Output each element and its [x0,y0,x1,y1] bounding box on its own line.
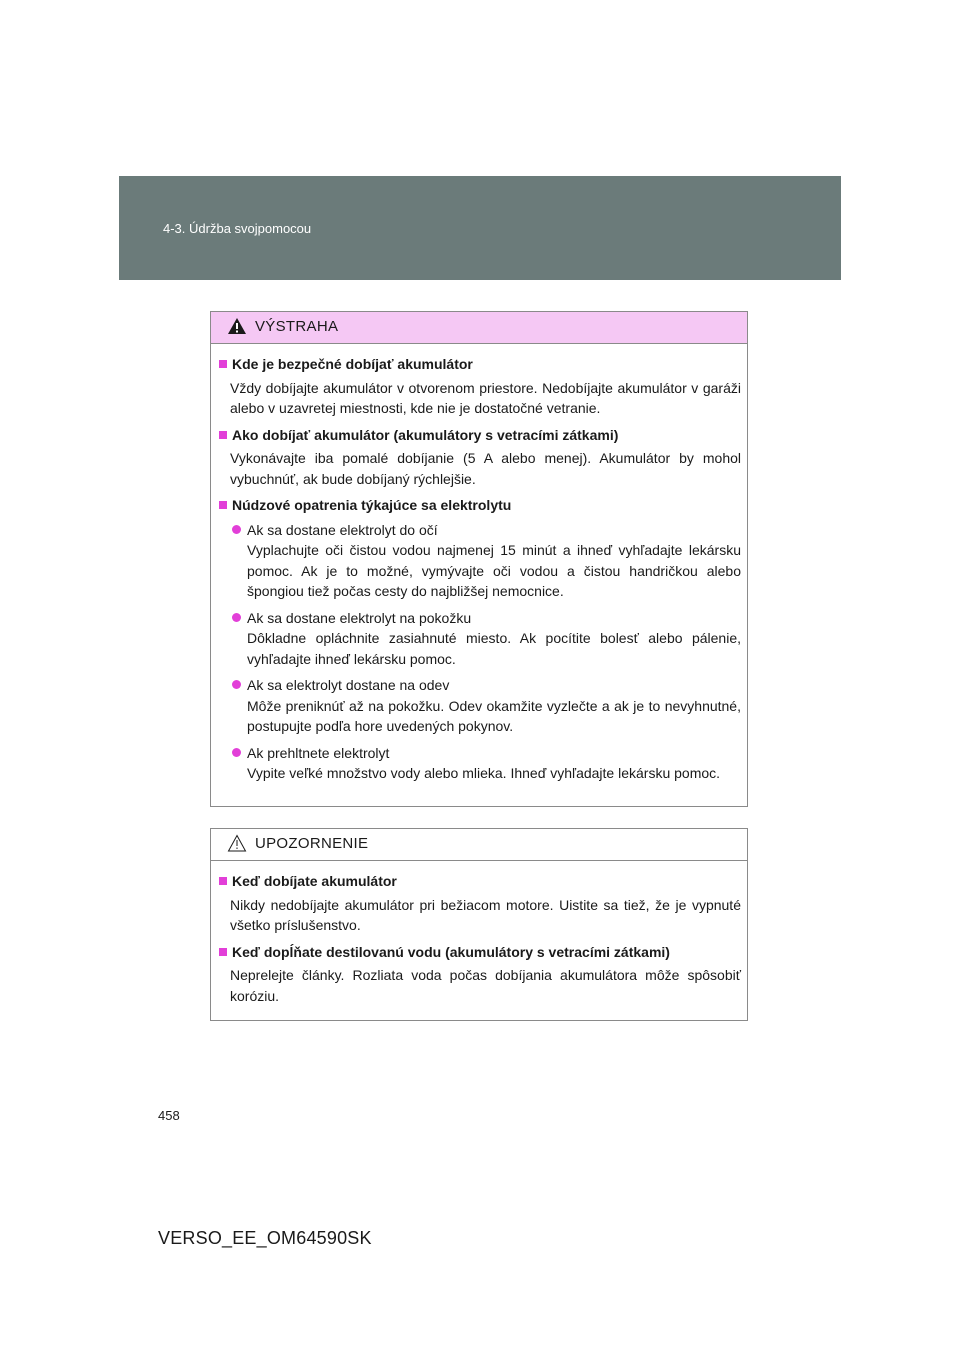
page-number: 458 [158,1108,180,1123]
list-item-text: Vypite veľké množstvo vody alebo mlieka. Ihneď vyhľadajte lekársku pomoc. [247,765,721,781]
circle-bullet-icon [232,525,241,534]
caution-body [211,861,747,1006]
square-bullet-icon [219,431,227,439]
warning-heading: Ako dobíjať akumulátor (akumulátory s vetracími zátkami) [217,425,741,446]
caution-heading: Keď dobíjate akumulátor [217,871,741,892]
warning-header [211,312,747,344]
caution-paragraph: Neprelejte články. Rozliata voda počas dobíjania akumulátora môže spôsobiť koróziu. [230,967,741,1004]
list-item-text: Vyplachujte oči čistou vodou najmenej 15 minút a ihneď vyhľadajte lekársku pomoc. Ak je to možné, vymývajte oči vodou a čistou handričkou alebo špongiou tiež počas cesty do najbližšej nemocnice. [247,542,741,599]
caution-box [210,828,748,1021]
list-item-text: Môže preniknúť až na pokožku. Odev okamžite vyzlečte a ak je to nevyhnutné, postupujte podľa hore uvedených pokynov. [247,697,741,734]
circle-bullet-icon [232,748,241,757]
warning-title: VÝSTRAHA [255,318,339,335]
caution-heading: Keď dopĺňate destilovanú vodu (akumulátory s vetracími zátkami) [217,942,741,963]
caution-triangle-icon [227,834,247,852]
warning-body [211,344,747,784]
square-bullet-icon [219,877,227,885]
square-bullet-icon [219,360,227,368]
caution-header [211,829,747,861]
square-bullet-icon [219,501,227,509]
warning-paragraph: Vykonávajte iba pomalé dobíjanie (5 A alebo menej). Akumulátor by mohol vybuchnúť, ak bude dobíjaný rýchlejšie. [230,450,741,487]
list-item-title: Ak sa dostane elektrolyt na pokožku [247,609,472,626]
list-item [230,608,741,670]
warning-heading: Kde je bezpečné dobíjať akumulátor [217,354,741,375]
list-item-title: Ak sa elektrolyt dostane na odev [247,677,450,693]
caution-paragraph: Nikdy nedobíjajte akumulátor pri bežiacom motore. Uistite sa tiež, že je vypnuté všetko príslušenstvo. [230,896,741,933]
circle-bullet-icon [232,613,241,622]
warning-box [210,311,748,807]
list-item-title: Ak prehltnete elektrolyt [247,744,390,761]
document-code: VERSO_EE_OM64590SK [158,1228,372,1248]
list-item [230,520,741,602]
warning-paragraph: Vždy dobíjajte akumulátor v otvorenom priestore. Nedobíjajte akumulátor v garáži alebo v uzavretej miestnosti, kde nie je dostatočné vetranie. [230,379,741,416]
warning-triangle-icon [227,317,247,335]
list-item-title: Ak sa dostane elektrolyt do očí [247,521,438,538]
warning-heading: Núdzové opatrenia týkajúce sa elektrolytu [217,495,741,516]
caution-title: UPOZORNENIE [255,835,369,852]
list-item-text: Dôkladne opláchnite zasiahnuté miesto. Ak pocítite bolesť alebo pálenie, vyhľadajte ihneď lekársku pomoc. [247,630,741,667]
list-item [230,675,741,737]
section-header-band [119,176,841,280]
square-bullet-icon [219,948,227,956]
circle-bullet-icon [232,680,241,689]
section-title: 4-3. Údržba svojpomocou [163,221,312,236]
list-item [230,743,741,784]
